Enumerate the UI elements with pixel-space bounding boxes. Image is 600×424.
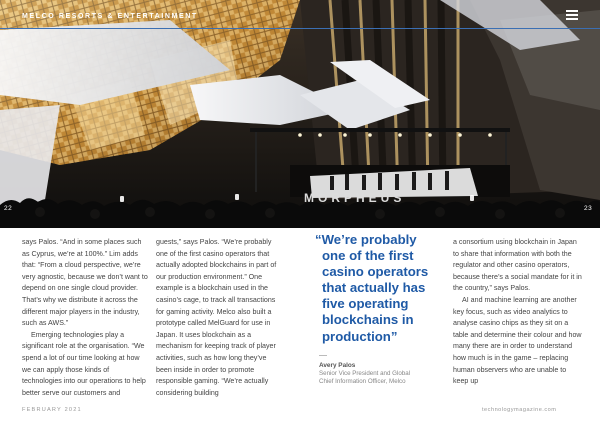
- footer-date: FEBRUARY 2021: [22, 407, 82, 413]
- paragraph: a consortium using blockchain in Japan to share that information with both the regulator and other casino operators, because there’s a social mandate for it in the country,” says Palos.: [453, 238, 582, 293]
- footer-website-link[interactable]: technologymagazine.com: [482, 407, 557, 413]
- article-column-4: [453, 237, 583, 388]
- stage-sign: MORPHEUS: [304, 191, 406, 205]
- quote-attribution-name: Avery Palos: [319, 361, 356, 369]
- pull-quote: [315, 232, 440, 387]
- page-number-right: 23: [584, 205, 593, 212]
- paragraph: says Palos. “And in some places such as Cyprus, we’re at 100%.” Lim adds that: “From a cloud perspective, we’re very agnostic, because we don’t want to depend on one single cloud provider. That’s why we distribute it across the different major players in the industry, such as AWS.”: [22, 238, 148, 328]
- page-number-left: 22: [4, 205, 13, 212]
- paragraph: guests,” says Palos. “We’re probably one of the first casino operators that actually adopted blockchains in part of our production environment.” One example is a blockchain used in the casino’s cage, to track all transactions for gaming activity. Melco also built a prototype called MelGuard for use in Japan. It uses blockchain as a mechanism for keeping track of player activities, such as how long they’ve been inside in order to promote responsible gaming. “We’re actually considering building: [156, 238, 277, 397]
- brand-name: MELCO RESORTS & ENTERTAINMENT: [22, 13, 198, 20]
- article-column-2: [156, 237, 284, 399]
- top-bar: [0, 0, 600, 30]
- quote-attribution-role: Senior Vice President and Global: [319, 369, 411, 377]
- paragraph: Emerging technologies play a significant role at the organisation. “We spend a lot of our time looking at how we can apply those kinds of technologies into our operations to help better serve our customers and: [22, 330, 146, 397]
- quote-divider: [319, 355, 327, 356]
- pull-quote-text: “We’re probably one of the first casino operators that actually has five operating blockchains in production”: [315, 232, 429, 344]
- article-column-1: [22, 237, 150, 399]
- header-rule: [0, 28, 600, 29]
- quote-attribution-role: Chief Information Officer, Melco: [319, 378, 406, 386]
- paragraph: AI and machine learning are another key focus, such as video analytics to analyse casino chips as they sit on a table and determine their colour and how many there are in order to understand how much is in the game – replacing human observers who are unable to keep up: [453, 295, 582, 386]
- hamburger-menu-icon[interactable]: [566, 10, 578, 20]
